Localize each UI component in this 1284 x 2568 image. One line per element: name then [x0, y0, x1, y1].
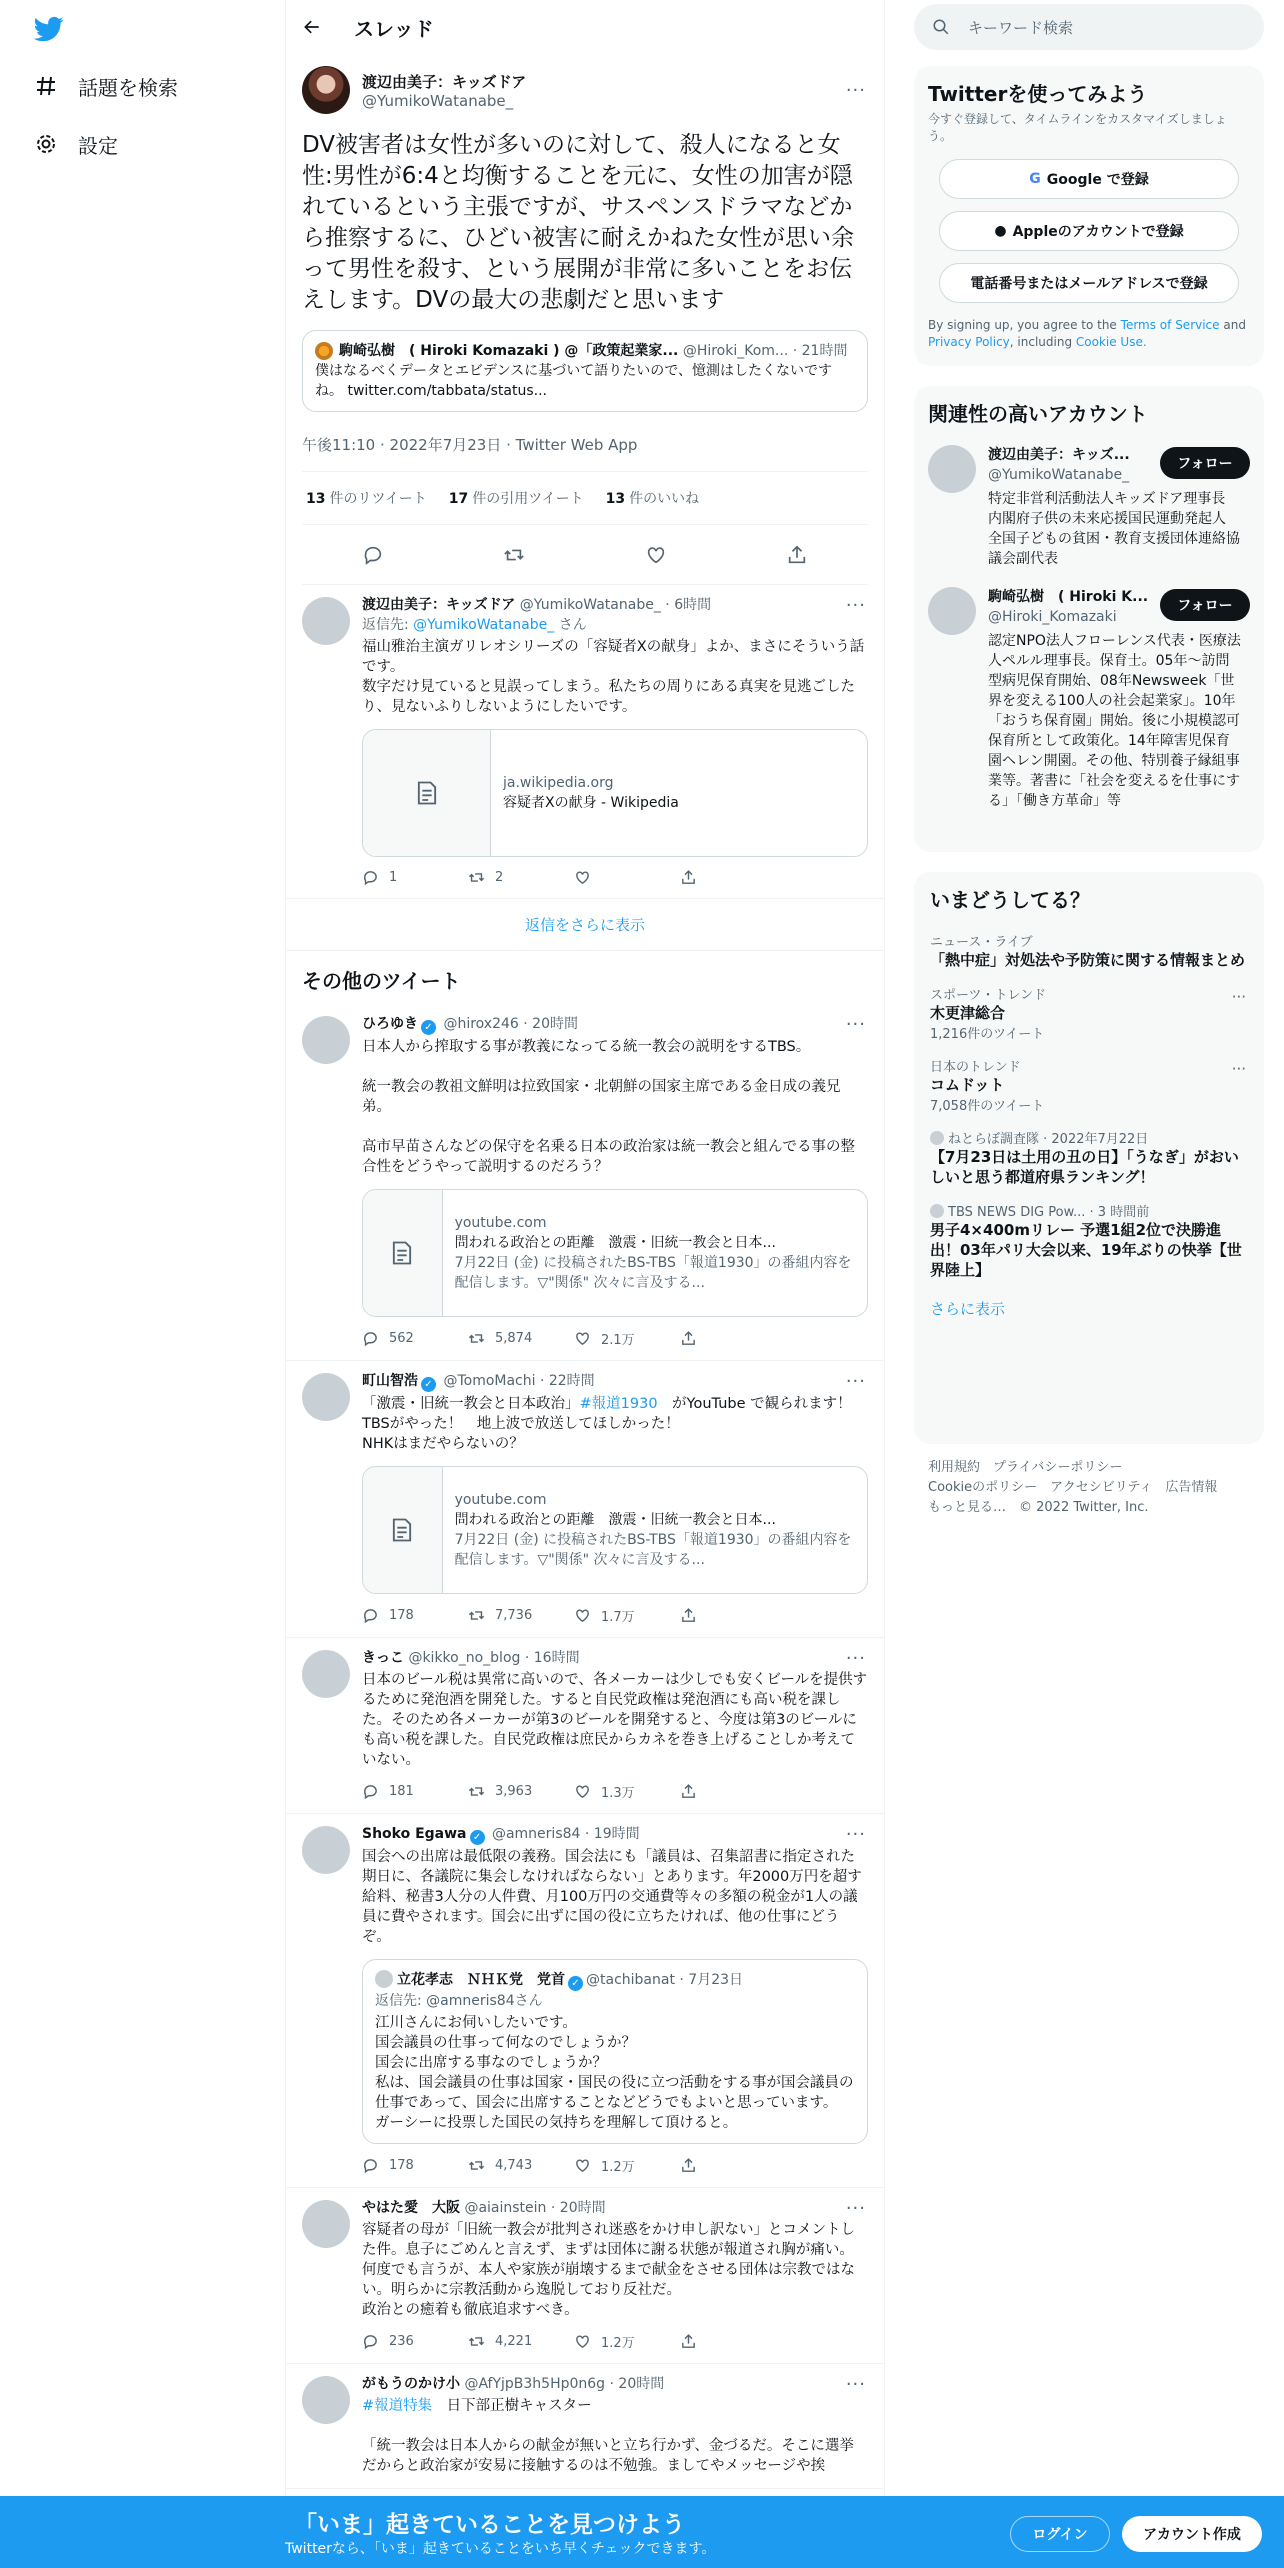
- page-title: スレッド: [354, 16, 434, 41]
- quoted-handle: @tachibanat: [586, 1972, 675, 1988]
- tweet-text: DV被害者は女性が多いのに対して、殺人になると女性:男性が6:4と均衡することを元に、女性の加害が隠れているという主張ですが、サスペンスドラマなどから推察するに、ひどい被害に耐えかねた女性が思い余って男性を殺す、という展開が非常に多いことをお伝えします。DVの最大の悲劇だと思います: [302, 132, 854, 313]
- author-handle[interactable]: @hirox246: [443, 1016, 519, 1032]
- like-icon[interactable]: [645, 544, 667, 566]
- author-handle[interactable]: @aiainstein: [464, 2200, 547, 2216]
- tweet-time[interactable]: · 6時間: [665, 597, 712, 613]
- more-icon[interactable]: ···: [845, 1824, 866, 1845]
- like-action[interactable]: 1.3万: [574, 1782, 680, 1801]
- more-icon[interactable]: ···: [845, 2374, 866, 2395]
- tweet[interactable]: [286, 2364, 884, 2489]
- author-name[interactable]: 町山智浩: [362, 1373, 418, 1389]
- avatar[interactable]: [302, 2376, 350, 2424]
- quoted-text: 江川さんにお伺いしたいです。 国会議員の仕事って何なのでしょうか？ 国会に出席する事なのでしょうか？ 私は、国会議員の仕事は国家・国民の役に立つ活動をする事が国会議員の仕事であって、国会に出席することなどどうでもよいと思っています。 ガーシーに投票した国民の気持ちを理解して頂けると。: [375, 2015, 854, 2131]
- share-action[interactable]: [680, 1607, 786, 1624]
- quoted-tweet[interactable]: [302, 330, 868, 412]
- document-icon: [363, 730, 491, 856]
- tweet-text: 日本のビール税は異常に高いので、各メーカーは少しでも安くビールを提供するために発泡酒を開発した。すると自民党政権は発泡酒にも高い税を課した。そのため各メーカーが第3のビールを開発すると、今度は第3のビールにも高い税を課した。自民党政権は庶民からカネを巻き上げることしか考えていない。: [362, 1672, 868, 1768]
- share-action[interactable]: [680, 869, 786, 886]
- share-action[interactable]: [680, 2157, 786, 2174]
- signup-title: Twitterを使ってみよう: [928, 82, 1148, 106]
- reply-tweet[interactable]: [286, 585, 884, 899]
- news-item[interactable]: TBS NEWS DIG Pow... · 3 時間前 男子4×400mリレー 予選1組2位で決勝進出！03年パリ大会以来、19年ぶりの快挙【世界陸上】: [930, 1205, 1242, 1279]
- tweet-stats: [302, 471, 868, 525]
- apple-icon: ●: [994, 223, 1007, 239]
- avatar[interactable]: [302, 1826, 350, 1874]
- tweet-actions: [362, 869, 868, 886]
- reply-action[interactable]: 178: [362, 1607, 468, 1624]
- card-domain: ja.wikipedia.org: [503, 775, 614, 791]
- quoted-text: 僕はなるべくデータとエビデンスに基づいて語りたいので、憶測はしたくないですね。 twitter.com/tabbata/status...: [315, 363, 833, 399]
- google-icon: G: [1029, 171, 1041, 187]
- like-count[interactable]: 13 件のいいね: [605, 491, 700, 507]
- retweet-action[interactable]: 7,736: [468, 1607, 574, 1624]
- nav-explore[interactable]: [34, 66, 178, 106]
- verified-icon: ✓: [470, 1830, 485, 1845]
- source-avatar: [930, 1131, 944, 1145]
- tweet-time[interactable]: · 22時間: [539, 1373, 595, 1389]
- tweet-text: 国会への出席は最低限の義務。国会法にも「議員は、召集詔書に指定された期日に、各議院に集会しなければならない」とあります。年2000万円を超す給料、秘書3人分の人件費、月100万円の交通費等々の多額の税金が1人の議員に費やされます。国会に出ずに国の役に立ちたければ、他の仕事にどうぞ。: [362, 1849, 862, 1945]
- signup-terms: By signing up, you agree to the Terms of Service and Privacy Policy, including Cookie Use.: [928, 318, 1246, 349]
- tweet-text: 「激震・旧統一教会と日本政治」#報道1930 がYouTube で観られます！ TBSがやった！ 地上波で放送してほしかった！ NHKはまだやらないの？: [362, 1396, 852, 1452]
- document-icon: [363, 1467, 443, 1593]
- trends-title: いまどうしてる？: [930, 888, 1090, 912]
- signup-box: [914, 66, 1264, 366]
- verified-icon: ✓: [568, 1976, 583, 1991]
- hashtag-link[interactable]: #報道1930: [579, 1396, 658, 1412]
- more-icon[interactable]: ···: [845, 1371, 866, 1392]
- author-name[interactable]: やはた愛 大阪: [362, 2200, 460, 2216]
- avatar[interactable]: [302, 2200, 350, 2248]
- author-handle[interactable]: @TomoMachi: [443, 1373, 536, 1389]
- twitter-logo-icon[interactable]: [34, 14, 64, 44]
- share-action[interactable]: [680, 1330, 786, 1347]
- left-nav: [0, 0, 285, 2568]
- apple-signup-button[interactable]: ● Appleのアカウントで登録: [939, 211, 1239, 251]
- trends-show-more[interactable]: さらに表示: [930, 1300, 1006, 1318]
- privacy-link[interactable]: Privacy Policy: [928, 335, 1010, 349]
- retweet-icon[interactable]: [503, 544, 525, 566]
- account-handle: @Hiroki_Komazaki: [988, 609, 1117, 625]
- tweet-time[interactable]: · 20時間: [550, 2200, 606, 2216]
- like-action[interactable]: [574, 869, 680, 886]
- show-more-replies[interactable]: 返信をさらに表示: [286, 899, 884, 951]
- avatar[interactable]: [302, 66, 350, 114]
- more-icon[interactable]: ···: [1231, 1060, 1246, 1078]
- footer-links[interactable]: 利用規約 プライバシーポリシー Cookieのポリシー アクセシビリティ 広告情報 もっと見る… © 2022 Twitter, Inc.: [928, 1460, 1218, 1515]
- card-domain: youtube.com: [454, 1215, 547, 1231]
- like-action[interactable]: 1.2万: [574, 2332, 680, 2351]
- tweet-actions: [362, 1606, 868, 1625]
- hashtag-icon: [34, 74, 58, 98]
- author-handle[interactable]: @AfYjpB3h5Hp0n6g: [464, 2376, 606, 2392]
- share-action[interactable]: [680, 1783, 786, 1800]
- link-card[interactable]: [362, 1466, 868, 1594]
- card-description: 7月22日 (金) に投稿されたBS-TBS「報道1930」の番組内容を配信します。▽"関係" 次々に言及する...: [454, 1255, 852, 1291]
- link-card[interactable]: [362, 1189, 868, 1317]
- search-placeholder: キーワード検索: [968, 18, 1074, 37]
- banner-subtitle: Twitterなら、「いま」起きていることをいち早くチェックできます。: [285, 2541, 716, 2557]
- main-column: [285, 0, 885, 2568]
- tweet-actions: [302, 525, 868, 585]
- thread-header: [286, 0, 884, 54]
- quoted-avatar: [375, 1970, 393, 1988]
- card-title: 問われる政治との距離 激震・旧統一教会と日本...: [454, 1235, 776, 1251]
- follow-button[interactable]: フォロー: [1160, 589, 1250, 621]
- reply-action[interactable]: 236: [362, 2333, 468, 2350]
- reply-action[interactable]: 1: [362, 869, 468, 886]
- more-icon[interactable]: ···: [1231, 988, 1246, 1006]
- tweet-actions: [362, 2156, 868, 2175]
- share-icon[interactable]: [786, 544, 808, 566]
- card-description: 7月22日 (金) に投稿されたBS-TBS「報道1930」の番組内容を配信します。▽"関係" 次々に言及する...: [454, 1532, 852, 1568]
- reply-to-link[interactable]: @YumikoWatanabe_: [413, 617, 555, 633]
- reply-to: 返信先: @YumikoWatanabe_ さん: [362, 617, 587, 633]
- relevant-title: 関連性の高いアカウント: [928, 402, 1148, 426]
- author-name[interactable]: Shoko Egawa: [362, 1826, 467, 1842]
- quote-count[interactable]: 17 件の引用ツイート: [448, 491, 584, 507]
- trends-box: [914, 872, 1264, 1444]
- like-action[interactable]: 1.2万: [574, 2156, 680, 2175]
- trend-item[interactable]: スポーツ・トレンド 木更津総合 1,216件のツイート ···: [930, 988, 1246, 1042]
- more-icon[interactable]: ···: [845, 2198, 866, 2219]
- avatar[interactable]: [302, 1650, 350, 1698]
- quoted-avatar: [315, 342, 333, 360]
- avatar[interactable]: [928, 587, 976, 635]
- author-name[interactable]: 渡辺由美子：キッズドア: [362, 597, 516, 613]
- link-card[interactable]: [362, 729, 868, 857]
- tweet-time[interactable]: · 20時間: [523, 1016, 578, 1032]
- more-icon[interactable]: ···: [845, 1014, 866, 1035]
- retweet-action[interactable]: 3,963: [468, 1783, 574, 1800]
- focused-tweet: [286, 54, 884, 585]
- author-handle[interactable]: @YumikoWatanabe_: [362, 91, 514, 110]
- cookie-link[interactable]: Cookie Use.: [1075, 335, 1147, 349]
- tweet-timestamp[interactable]: 午後11:10 · 2022年7月23日 · Twitter Web App: [302, 436, 638, 454]
- news-item[interactable]: ねとらぼ調査隊 · 2022年7月22日 【7月23日は土用の丑の日】「うなぎ」がおいしいと思う都道府県ランキング！: [930, 1132, 1239, 1186]
- reply-action[interactable]: 562: [362, 1330, 468, 1347]
- author-name[interactable]: ひろゆき: [362, 1016, 418, 1032]
- tweet[interactable]: [286, 1814, 884, 2188]
- retweet-action[interactable]: 4,221: [468, 2333, 574, 2350]
- tweet-actions: [362, 2332, 868, 2351]
- account-name: 駒崎弘樹 ( Hiroki K...: [988, 589, 1148, 605]
- tweet-actions: [362, 1782, 868, 1801]
- tweet[interactable]: [286, 1004, 884, 1361]
- author-name[interactable]: 渡辺由美子：キッズドア: [362, 72, 527, 91]
- back-arrow-icon[interactable]: [302, 17, 322, 37]
- source-avatar: [930, 1204, 944, 1218]
- reply-action[interactable]: 178: [362, 2157, 468, 2174]
- verified-icon: ✓: [421, 1377, 436, 1392]
- quoted-tweet[interactable]: [362, 1959, 868, 2144]
- nav-settings[interactable]: [34, 124, 118, 164]
- avatar[interactable]: [302, 1016, 350, 1064]
- banner-title: 「いま」起きていることを見つけよう: [294, 2512, 685, 2538]
- document-icon: [363, 1190, 443, 1316]
- quoted-time: · 7月23日: [679, 1972, 744, 1988]
- author-name[interactable]: がもうのかけ小: [362, 2376, 460, 2392]
- quoted-reply-to: 返信先: @amneris84さん: [375, 1993, 543, 2009]
- search-input[interactable]: [914, 4, 1264, 50]
- google-signup-button[interactable]: G Google で登録: [939, 159, 1239, 199]
- more-icon[interactable]: ···: [845, 595, 866, 616]
- author-handle[interactable]: @amneris84: [491, 1826, 581, 1842]
- login-button[interactable]: ログイン: [1010, 2516, 1110, 2552]
- tweet[interactable]: [286, 1361, 884, 1638]
- signup-button[interactable]: アカウント作成: [1122, 2516, 1262, 2552]
- account-item[interactable]: [928, 587, 1250, 811]
- author-name[interactable]: きっこ: [362, 1650, 404, 1666]
- tweet-text: 福山雅治主演ガリレオシリーズの「容疑者Xの献身」よか、まさにそういう話です。 数字だけ見ていると見誤ってしまう。私たちの周りにある真実を見逃ごしたり、見ないふりしないようにしたいです。: [362, 639, 865, 715]
- account-handle: @YumikoWatanabe_: [988, 467, 1130, 483]
- account-name: 渡辺由美子：キッズ...: [988, 447, 1130, 463]
- terms-link[interactable]: Terms of Service: [1120, 318, 1220, 332]
- search-icon: [932, 18, 950, 36]
- tweet-text: 容疑者の母が「旧統一教会が批判され迷惑をかけ申し訳ない」とコメントした件。息子にごめんと言えず、まずは団体に謝る状態が報道され胸が痛い。何度でも言うが、本人や家族が崩壊するまで献金をさせる団体は宗教ではない。明らかに宗教活動から逸脱しており反社だ。 政治との癒着も徹底追求すべき。: [362, 2222, 855, 2318]
- retweet-count[interactable]: 13 件のリツイート: [306, 491, 427, 507]
- tweet-actions: [362, 1329, 868, 1348]
- more-tweets-heading: その他のツイート: [302, 969, 461, 993]
- quoted-time: · 21時間: [792, 343, 848, 359]
- avatar[interactable]: [302, 597, 350, 645]
- account-bio: 認定NPO法人フローレンス代表・医療法人ペルル理事長。保育士。05年〜訪問型病児保育開始、08年Newsweek「世界を変える100人の社会起業家」。10年「おうち保育園」開始。後に小規模認可保育所として政策化。14年障害児保育園ヘレン開園。その他、特別養子縁組事業等。著書に「社会を変えるを仕事にする」「働き方革命」等: [988, 633, 1241, 809]
- retweet-action[interactable]: 4,743: [468, 2157, 574, 2174]
- more-icon[interactable]: ···: [845, 1648, 866, 1669]
- account-item[interactable]: [928, 445, 1250, 569]
- share-action[interactable]: [680, 2333, 786, 2350]
- retweet-action[interactable]: 5,874: [468, 1330, 574, 1347]
- gear-icon: [34, 132, 58, 156]
- nav-settings-label: 設定: [78, 133, 118, 158]
- like-action[interactable]: 2.1万: [574, 1329, 680, 1348]
- reply-icon[interactable]: [362, 544, 384, 566]
- follow-button[interactable]: フォロー: [1160, 447, 1250, 479]
- tweet-text: #報道特集 日下部正樹キャスター 「統一教会は日本人からの献金が無いと立ち行かず、金づるだ。そこに選挙だからと政治家が安易に接触するのは不勉強。ましてやメッセージや挨: [362, 2398, 854, 2474]
- trend-item[interactable]: ニュース・ライブ 「熱中症」対処法や予防策に関する情報まとめ: [930, 935, 1246, 969]
- card-domain: youtube.com: [454, 1492, 547, 1508]
- retweet-action[interactable]: 2: [468, 869, 574, 886]
- account-bio: 特定非営利活動法人キッズドア理事長 内閣府子供の未来応援国民運動発起人 全国子どもの貧困・教育支援団体連絡協議会副代表: [988, 491, 1240, 567]
- avatar[interactable]: [302, 1373, 350, 1421]
- like-action[interactable]: 1.7万: [574, 1606, 680, 1625]
- quoted-name: 駒崎弘樹 ( Hiroki Komazaki ) @「政策起業家...: [339, 343, 679, 359]
- quoted-name: 立花孝志 ＮＨＫ党 党首: [397, 1972, 565, 1988]
- nav-explore-label: 話題を検索: [78, 75, 178, 100]
- tweet-time[interactable]: · 16時間: [524, 1650, 580, 1666]
- quoted-handle: @Hiroki_Kom...: [682, 343, 789, 359]
- trend-item[interactable]: 日本のトレンド コムドット 7,058件のツイート ···: [930, 1060, 1246, 1114]
- signup-subtitle: 今すぐ登録して、タイムラインをカスタマイズしましょう。: [928, 112, 1227, 143]
- tweet[interactable]: [286, 1638, 884, 1814]
- signup-banner: [0, 2496, 1284, 2568]
- hashtag-link[interactable]: #報道特集: [362, 2398, 433, 2414]
- card-title: 問われる政治との距離 激震・旧統一教会と日本...: [454, 1512, 776, 1528]
- tweet-time[interactable]: · 19時間: [584, 1826, 640, 1842]
- author-handle[interactable]: @kikko_no_blog: [408, 1650, 521, 1666]
- verified-icon: ✓: [421, 1020, 436, 1035]
- more-icon[interactable]: ···: [845, 79, 866, 101]
- tweet-text: 日本人から搾取する事が教義になってる統一教会の説明をするTBS。 統一教会の教祖文鮮明は拉致国家・北朝鮮の国家主席である金日成の義兄弟。 高市早苗さんなどの保守を名乗る日本の政治家は統一教会と組んでる事の整合性をどうやって説明するのだろう？: [362, 1039, 855, 1175]
- relevant-accounts: [914, 386, 1264, 852]
- phone-signup-button[interactable]: 電話番号またはメールアドレスで登録: [939, 263, 1239, 303]
- tweet[interactable]: [286, 2188, 884, 2364]
- card-title: 容疑者Xの献身 - Wikipedia: [503, 795, 679, 811]
- tweet-list: [286, 1004, 884, 2489]
- reply-action[interactable]: 181: [362, 1783, 468, 1800]
- tweet-time[interactable]: · 20時間: [609, 2376, 665, 2392]
- author-handle[interactable]: @YumikoWatanabe_: [519, 597, 661, 613]
- avatar[interactable]: [928, 445, 976, 493]
